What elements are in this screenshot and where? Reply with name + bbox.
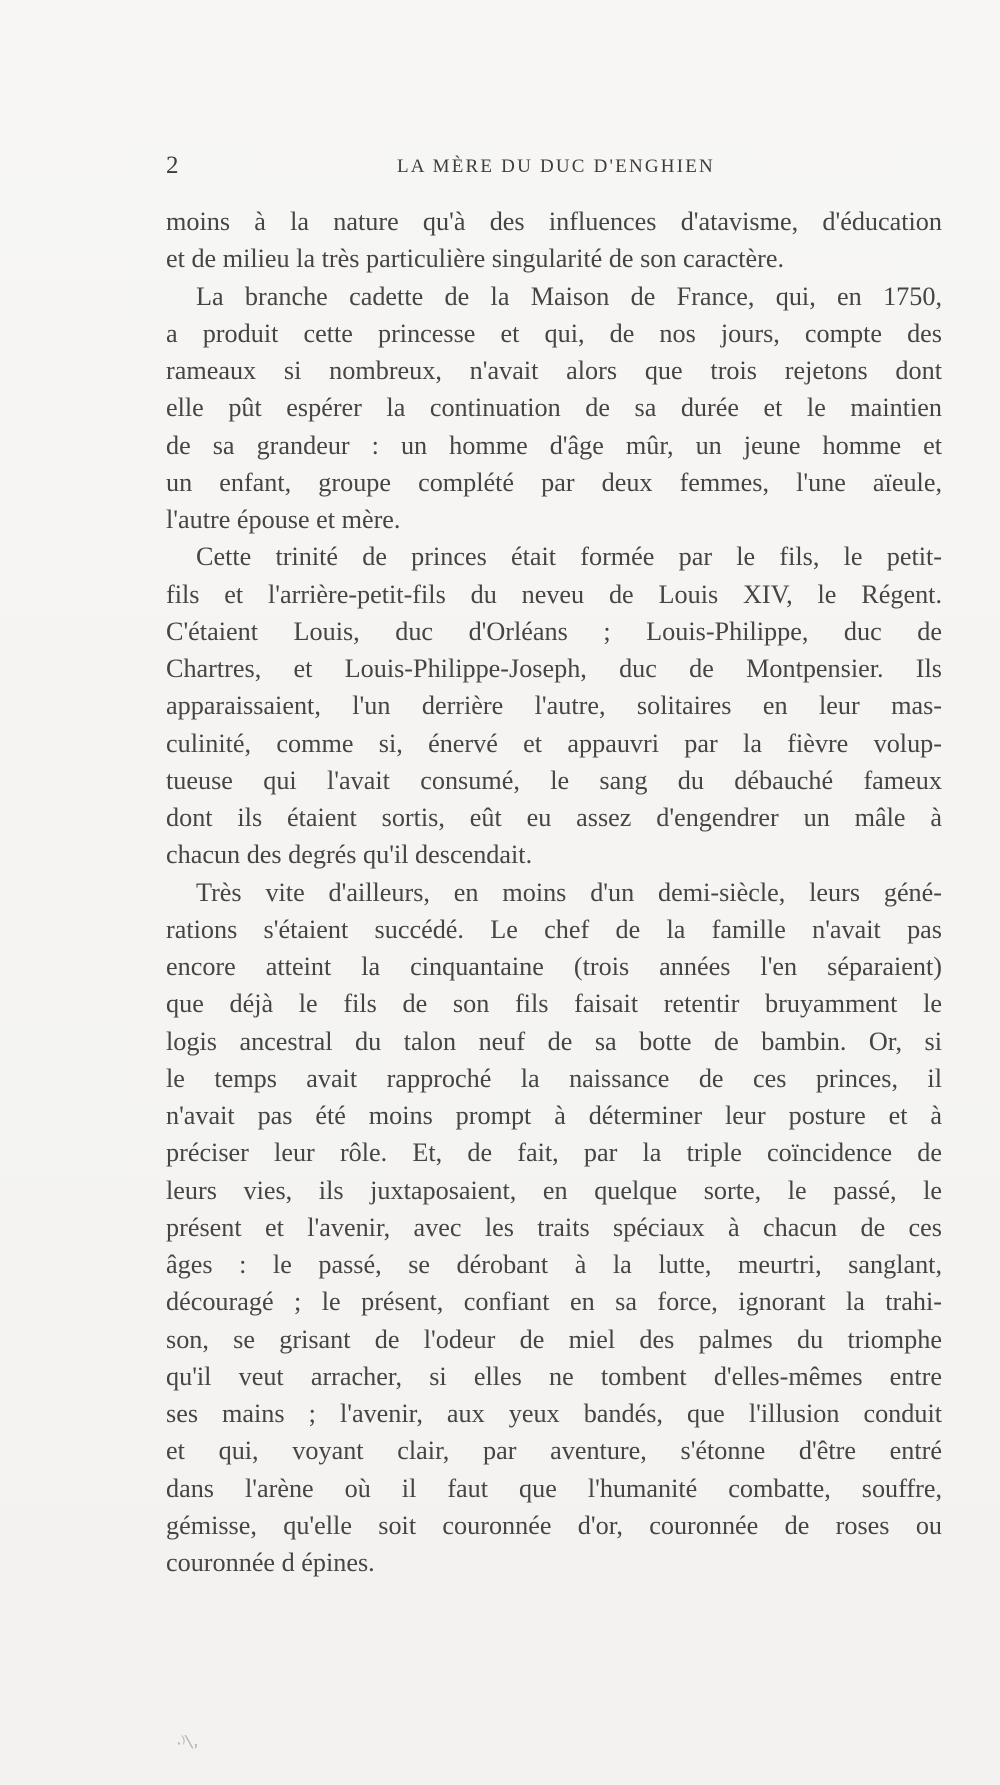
text-line: apparaissaient, l'un derrière l'autre, solitaires en leur mas- xyxy=(166,691,942,721)
text-line: et de milieu la très particulière singularité de son caractère. xyxy=(166,244,785,274)
text-line: dont ils étaient sortis, eût eu assez d'engendrer un mâle à xyxy=(166,803,942,832)
text-line: logis ancestral du talon neuf de sa botte de bambin. Or, si xyxy=(166,1026,942,1056)
body-text xyxy=(166,203,942,1581)
text-line: l'autre épouse et mère. xyxy=(166,505,401,534)
text-line: dans l'arène où il faut que l'humanité combatte, souffre, xyxy=(166,1473,942,1503)
text-line: fils et l'arrière-petit-fils du neveu de Louis XIV, le Régent. xyxy=(166,579,942,609)
text-line: un enfant, groupe complété par deux femmes, l'une aïeule, xyxy=(166,467,942,497)
text-line: couronnée d épines. xyxy=(166,1548,375,1577)
text-line: tueuse qui l'avait consumé, le sang du débauché fameux xyxy=(166,765,942,795)
text-line: présent et l'avenir, avec les traits spéciaux à chacun de ces xyxy=(166,1212,942,1242)
paragraph-4 xyxy=(166,874,942,1582)
text-line: a produit cette princesse et qui, de nos jours, compte des xyxy=(166,318,942,348)
text-line: rameaux si nombreux, n'avait alors que trois rejetons dont xyxy=(166,356,942,385)
paragraph-3 xyxy=(166,538,942,873)
text-line: qu'il veut arracher, si elles ne tombent d'elles-mêmes entre xyxy=(166,1361,942,1391)
text-line: âges : le passé, se dérobant à la lutte, meurtri, sanglant, xyxy=(166,1250,942,1279)
text-line: et qui, voyant clair, par aventure, s'étonne d'être entré xyxy=(166,1436,942,1466)
text-line: moins à la nature qu'à des influences d'atavisme, d'éducation xyxy=(166,207,942,236)
text-line: le temps avait rapproché la naissance de ces princes, il xyxy=(166,1063,942,1093)
page-number: 2 xyxy=(166,152,179,179)
text-line: chacun des degrés qu'il descendait. xyxy=(166,840,533,870)
text-line: son, se grisant de l'odeur de miel des palmes du triomphe xyxy=(166,1324,942,1354)
text-line: C'étaient Louis, duc d'Orléans ; Louis-Philippe, duc de xyxy=(166,616,942,646)
text-line: Chartres, et Louis-Philippe-Joseph, duc de Montpensier. Ils xyxy=(166,654,942,683)
paragraph-2 xyxy=(166,278,942,539)
text-line: elle pût espérer la continuation de sa durée et le maintien xyxy=(166,393,942,423)
text-line: n'avait pas été moins prompt à déterminer leur posture et à xyxy=(166,1101,942,1130)
stray-ink-mark: ·⁾\, xyxy=(174,1729,200,1756)
text-line: ses mains ; l'avenir, aux yeux bandés, que l'illusion conduit xyxy=(166,1399,942,1428)
text-line: de sa grandeur : un homme d'âge mûr, un jeune homme et xyxy=(166,430,942,460)
text-line: encore atteint la cinquantaine (trois années l'en séparaient) xyxy=(166,952,942,981)
running-head xyxy=(166,152,946,186)
text-line: que déjà le fils de son fils faisait retentir bruyamment le xyxy=(166,989,942,1019)
text-line: préciser leur rôle. Et, de fait, par la triple coïncidence de xyxy=(166,1138,942,1168)
running-title: LA MÈRE DU DUC D'ENGHIEN xyxy=(397,156,715,177)
text-line: découragé ; le présent, confiant en sa force, ignorant la trahi- xyxy=(166,1287,942,1317)
text-line: Cette trinité de princes était formée par le fils, le petit- xyxy=(196,542,942,572)
text-line: leurs vies, ils juxtaposaient, en quelque sorte, le passé, le xyxy=(166,1175,942,1205)
text-line: rations s'étaient succédé. Le chef de la famille n'avait pas xyxy=(166,914,942,944)
text-line: gémisse, qu'elle soit couronnée d'or, couronnée de roses ou xyxy=(166,1510,942,1540)
text-line: Très vite d'ailleurs, en moins d'un demi-siècle, leurs géné- xyxy=(196,877,942,907)
text-line: La branche cadette de la Maison de France, qui, en 1750, xyxy=(196,281,942,311)
paragraph-1 xyxy=(166,203,942,278)
text-line: culinité, comme si, énervé et appauvri par la fièvre volup- xyxy=(166,728,942,758)
